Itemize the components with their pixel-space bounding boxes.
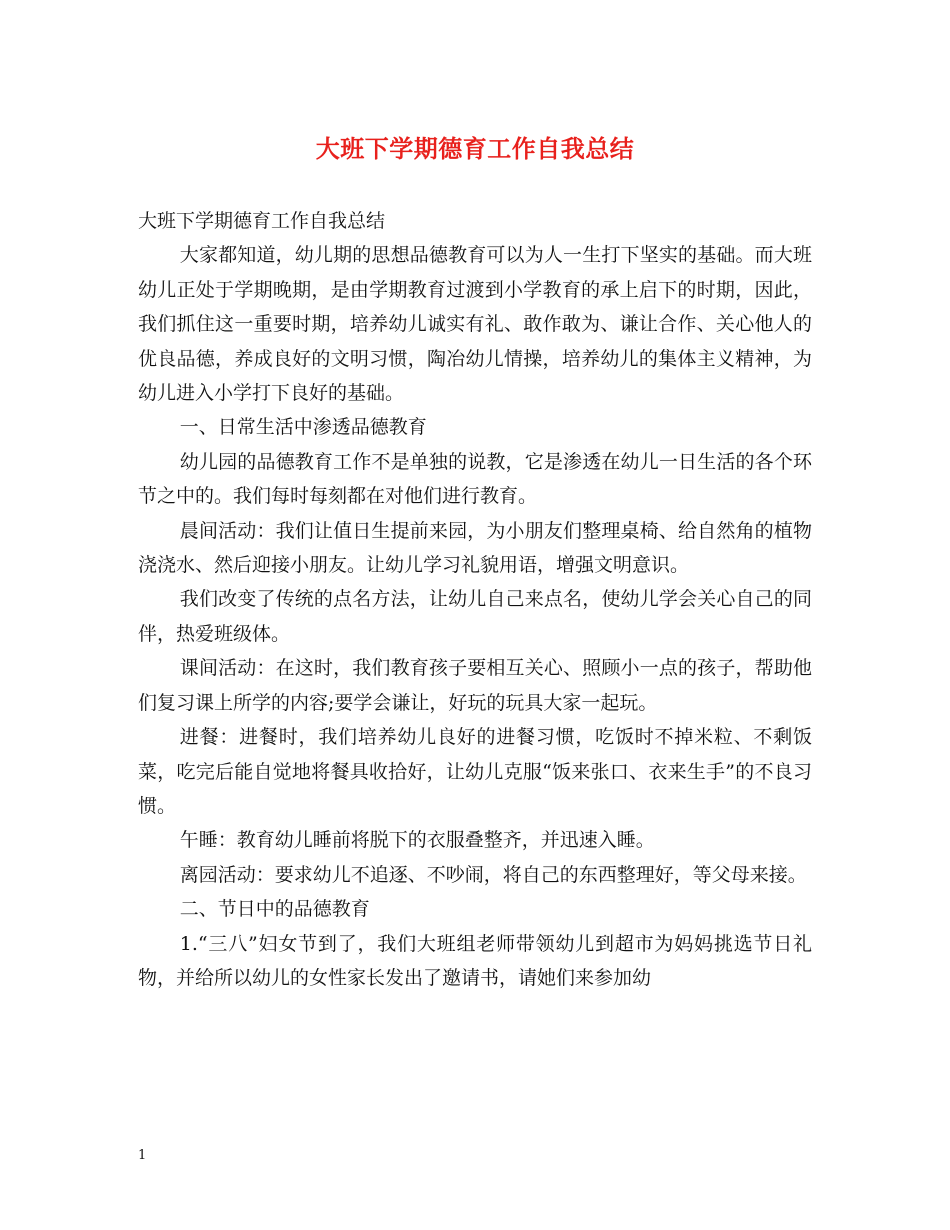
page-number: 1 <box>138 1148 147 1163</box>
paragraph: 我们改变了传统的点名方法，让幼儿自己来点名，使幼儿学会关心自己的同伴，热爱班级体。 <box>138 588 812 645</box>
paragraph-heading: 大班下学期德育工作自我总结 <box>138 210 386 232</box>
paragraph: 幼儿园的品德教育工作不是单独的说教，它是渗透在幼儿一日生活的各个环节之中的。我们每时每刻都在对他们进行教育。 <box>138 450 812 508</box>
paragraph: 1.“三八”妇女节到了，我们大班组老师带领幼儿到超市为妈妈挑选节日礼物，并给所以幼儿的女性家长发出了邀请书，请她们来参加幼 <box>138 932 812 989</box>
paragraph: 晨间活动：我们让值日生提前来园，为小朋友们整理桌椅、给自然角的植物浇浇水、然后迎接小朋友。让幼儿学习礼貌用语，增强文明意识。 <box>138 519 812 577</box>
section-heading: 二、节日中的品德教育 <box>179 898 370 921</box>
section-heading: 一、日常生活中渗透品德教育 <box>179 416 427 439</box>
document-body <box>138 204 812 995</box>
paragraph: 进餐：进餐时，我们培养幼儿良好的进餐习惯，吃饭时不掉米粒、不剩饭菜，吃完后能自觉地将餐具收拾好，让幼儿克服“饭来张口、衣来生手”的不良习惯。 <box>138 726 812 817</box>
paragraph: 大家都知道，幼儿期的思想品德教育可以为人一生打下坚实的基础。而大班幼儿正处于学期晚期，是由学期教育过渡到小学教育的承上启下的时期，因此，我们抓住这一重要时期，培养幼儿诚实有礼、敢作敢为、谦让合作、关心他人的优良品德，养成良好的文明习惯，陶冶幼儿情操，培养幼儿的集体主义精神，为幼儿进入小学打下良好的基础。 <box>138 244 812 405</box>
paragraph: 离园活动：要求幼儿不追逐、不吵闹，将自己的东西整理好，等父母来接。 <box>179 863 807 886</box>
paragraph: 午睡：教育幼儿睡前将脱下的衣服叠整齐，并迅速入睡。 <box>179 829 655 852</box>
paragraph: 课间活动：在这时，我们教育孩子要相互关心、照顾小一点的孩子，帮助他们复习课上所学的内容;要学会谦让，好玩的玩具大家一起玩。 <box>138 657 812 714</box>
document-title: 大班下学期德育工作自我总结 <box>315 134 635 163</box>
